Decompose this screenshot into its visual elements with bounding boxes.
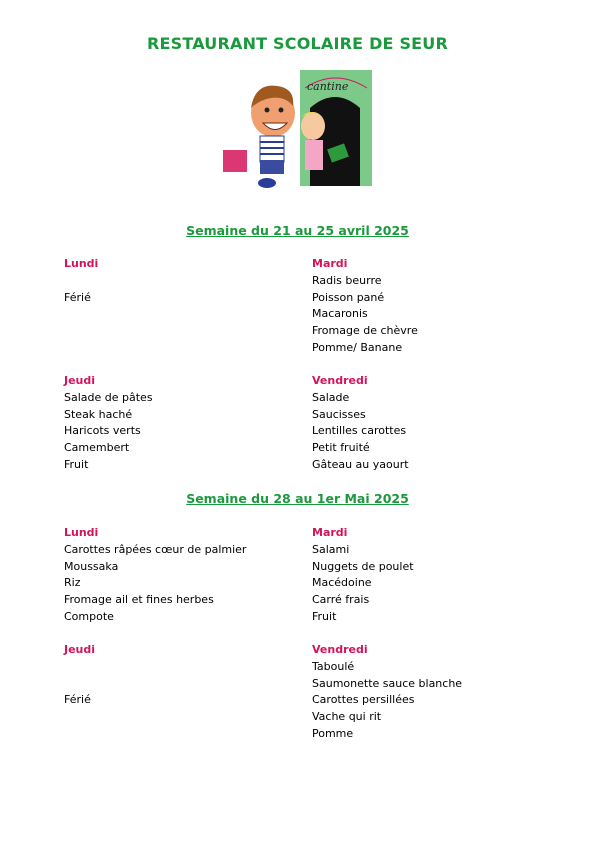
- menu-item: Gâteau au yaourt: [312, 457, 409, 471]
- week-2-title: Semaine du 28 au 1er Mai 2025: [186, 491, 409, 506]
- menu-item: Riz: [64, 576, 81, 590]
- menu-item: Carré frais: [312, 593, 370, 607]
- menu-day-mardi: [312, 525, 562, 626]
- menu-item: Camembert: [64, 441, 130, 455]
- day-name: Mardi: [312, 257, 348, 270]
- day-name: Lundi: [64, 526, 99, 539]
- day-name: Vendredi: [312, 643, 368, 656]
- menu-day-vendredi: [312, 373, 562, 474]
- menu-item: Saumonette sauce blanche: [312, 676, 463, 690]
- menu-item: Nuggets de poulet: [312, 559, 414, 573]
- menu-item: Salade: [312, 390, 350, 404]
- menu-item: Poisson pané: [312, 290, 385, 304]
- menu-day-lundi: [64, 525, 314, 626]
- menu-item: Petit fruité: [312, 441, 370, 455]
- menu-item: Steak haché: [64, 407, 133, 421]
- menu-item: Carottes râpées cœur de palmier: [64, 542, 247, 556]
- menu-day-lundi: [64, 256, 314, 357]
- menu-day-jeudi: [64, 373, 314, 474]
- menu-item: Taboulé: [312, 659, 355, 673]
- menu-item: Moussaka: [64, 559, 119, 573]
- menu-item: Haricots verts: [64, 424, 141, 438]
- menu-day-mardi: [312, 256, 562, 357]
- day-name: Lundi: [64, 257, 99, 270]
- menu-item: Salami: [312, 542, 350, 556]
- page-title: RESTAURANT SCOLAIRE DE SEUR: [146, 34, 449, 53]
- menu-item: Carottes persillées: [312, 693, 415, 707]
- week-1-title: Semaine du 21 au 25 avril 2025: [186, 223, 409, 238]
- menu-item: Férié: [64, 290, 91, 304]
- menu-item: Pomme: [312, 726, 354, 740]
- day-name: Mardi: [312, 526, 348, 539]
- menu-item: [64, 676, 314, 693]
- menu-item: Pomme/ Banane: [312, 340, 403, 354]
- menu-item: Lentilles carottes: [312, 424, 407, 438]
- menu-item: Vache qui rit: [312, 710, 382, 724]
- menu-item: [64, 273, 314, 290]
- menu-item: Macaronis: [312, 307, 368, 321]
- day-name: Jeudi: [64, 643, 96, 656]
- day-name: Jeudi: [64, 374, 96, 387]
- day-name: Vendredi: [312, 374, 368, 387]
- menu-item: [64, 306, 314, 323]
- cantine-illustration: [215, 68, 375, 193]
- menu-item: Radis beurre: [312, 273, 382, 287]
- menu-item: Macédoine: [312, 576, 372, 590]
- menu-item: Fruit: [64, 457, 89, 471]
- menu-item: Compote: [64, 609, 114, 623]
- menu-item: [64, 709, 314, 726]
- menu-item: Férié: [64, 693, 91, 707]
- menu-item: Fruit: [312, 609, 337, 623]
- menu-day-vendredi: [312, 642, 562, 743]
- menu-item: [64, 340, 314, 357]
- menu-item: [64, 659, 314, 676]
- menu-item: Fromage ail et fines herbes: [64, 593, 214, 607]
- menu-item: [64, 726, 314, 743]
- sign-text: cantine: [307, 80, 349, 93]
- menu-item: Fromage de chèvre: [312, 324, 418, 338]
- menu-item: Salade de pâtes: [64, 390, 153, 404]
- menu-item: [64, 323, 314, 340]
- menu-day-jeudi: [64, 642, 314, 743]
- menu-item: Saucisses: [312, 407, 366, 421]
